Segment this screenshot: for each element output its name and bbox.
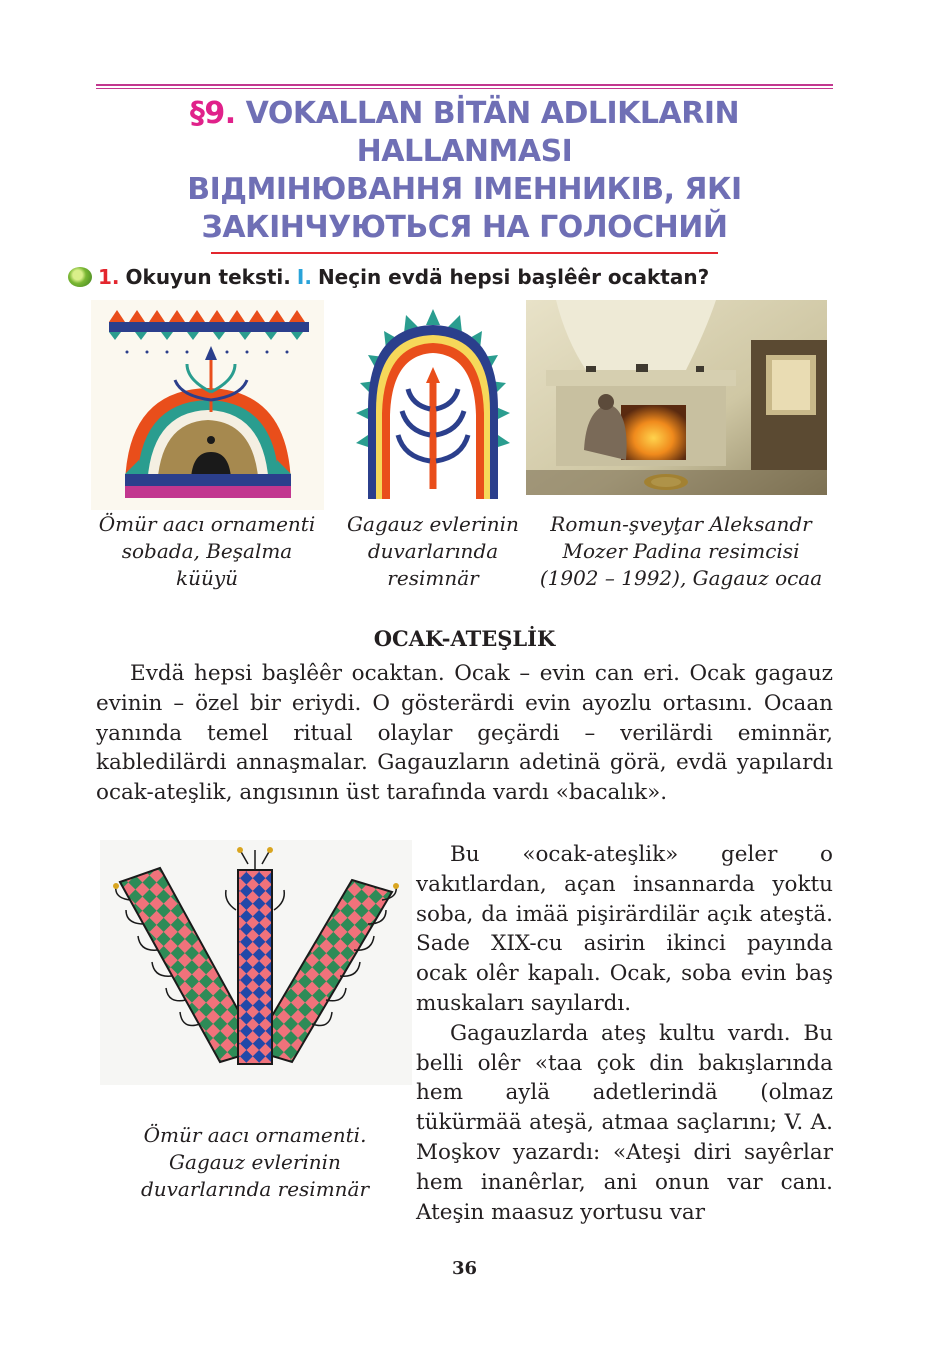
title-underline	[211, 252, 718, 254]
title-line-1: VOKALLAN BİTÄN ADLIKLARIN	[245, 96, 740, 131]
tree-of-life-ornament	[100, 840, 412, 1085]
task-number: 1.	[98, 265, 120, 289]
header-rule	[96, 84, 833, 89]
article-heading: OCAK-ATEŞLİK	[373, 626, 556, 651]
image-caption-1: Ömür aacı ornamenti sobada, Beşalma küüyü	[98, 512, 316, 590]
arch-ornament-illustration	[354, 309, 512, 501]
hearth-painting	[526, 300, 827, 495]
ornament-caption: Ömür aacı ornamenti. Gagauz evlerinin duvarlarında resimnär	[140, 1123, 370, 1201]
title-line-4: ЗАКІНЧУЮТЬСЯ НА ГОЛОСНИЙ	[201, 210, 728, 245]
stove-ornament-illustration	[91, 300, 324, 510]
title-line-2: HALLANMASI	[356, 134, 573, 169]
task-line	[68, 262, 709, 292]
paragraph-2: Bu «ocak-ateşlik» geler o vakıtlardan, açan insannarda yoktu soba, da imää pişirärdilär açık ateştä. Sade XIX-cu asirin ikinci payında ocak olêr kapalı. Ocak, soba evin baş muskaları sayılardı.	[416, 842, 833, 1016]
image-caption-2: Gagauz evlerinin duvarlarında resimnär	[347, 512, 519, 590]
task-instruction: Okuyun teksti.	[125, 265, 291, 289]
page-title	[96, 95, 833, 247]
image-caption-3: Romun-şveyţar Aleksandr Mozer Padina resimcisi (1902 – 1992), Gagauz ocaa	[539, 512, 823, 590]
page-number: 36	[451, 1258, 478, 1279]
task-roman: I.	[296, 265, 312, 289]
right-column	[416, 840, 833, 1227]
section-number: §9.	[189, 96, 236, 131]
task-bullet-icon	[68, 267, 92, 287]
paragraph-3: Gagauzlarda ateş kultu vardı. Bu belli olêr «taa çok din bakışlarında hem aylä adetlerindä (olmaz tükürmää ateşä, atmaa saçlarını; V. A. Moşkov yazardı: «Ateşi diri sayêrlar hem inanêrlar, ani onun var canı. Ateşin maasuz yortusu var	[416, 1020, 833, 1225]
paragraph-1: Evdä hepsi başlêêr ocaktan. Ocak – evin can eri. Ocak gagauz evinin – özel bir eriydi. O gösterärdi evin ayozlu ortasını. Ocaan yanında temel ritual olaylar geçärdi – verilärdi eminnär, kabledilärdi annaşmalar. Gagauzların adetinä görä, evdä yapılardı ocak-ateşlik, angısının üst tarafında vardı «bacalık».	[96, 661, 833, 806]
task-question: Neçin evdä hepsi başlêêr ocaktan?	[317, 265, 710, 289]
title-line-3: ВІДМІНЮВАННЯ ІМЕННИКІВ, ЯКІ	[187, 172, 742, 207]
